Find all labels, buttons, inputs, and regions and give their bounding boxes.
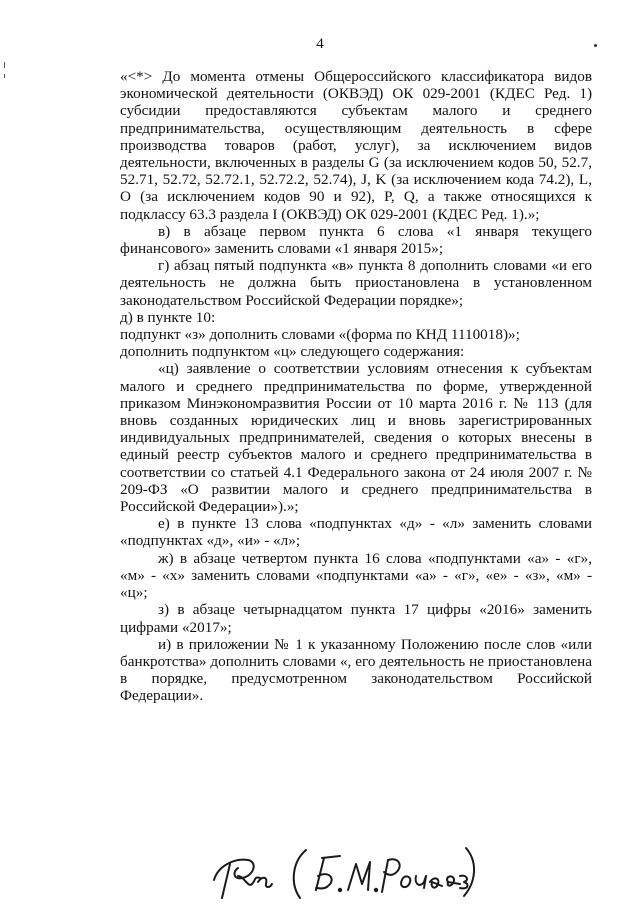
paragraph-i: и) в приложении № 1 к указанному Положению после слов «или банкротства» дополнить словами «, его деятельность не приостановлена в порядке, предусмотренном законодательством Российской Федерации». xyxy=(120,635,592,705)
paragraph-zh: ж) в абзаце четвертом пункта 16 слова «подпунктами «а» - «г», «м» - «х» заменить словами «подпунктами «а» - «г», «е» - «з», «м» - «ц»; xyxy=(120,549,592,602)
paragraph-e: е) в пункте 13 слова «подпунктах «д» - «л» заменить словами «подпунктах «д», «и» - «л»; xyxy=(120,515,592,550)
paragraph-d-add: дополнить подпунктом «ц» следующего содержания: xyxy=(120,343,465,361)
paragraph-g: г) абзац пятый подпункта «в» пункта 8 дополнить словами «и его деятельность не должна быть приостановлена в установленном законодательством Российской Федерации порядке»; xyxy=(120,257,592,309)
paragraph-d-z: подпункт «з» дополнить словами «(форма по КНД 1110018)»; xyxy=(120,326,520,344)
paragraph-footnote: «<*> До момента отмены Общероссийского классификатора видов экономической деятельности (ОКВЭД) ОК 029-2001 (КДЕС Ред. 1) субсидии предоставляются субъектам малого и среднего предпринимательства, осуществляющим деятельность в сфере производства товаров (работ, услуг), за исключением видов деятельности, включенных в разделы G (за исключением кодов 50, 52.7, 52.71, 52.72, 52.72.1, 52.72.2, 52.74), J, K (за исключением кода 74.2), L, O (за исключением кодов 90 и 92), P, Q, а также относящихся к подклассу 63.3 раздела I (ОКВЭД) ОК 029-2001 (КДЕС Ред. 1).»; xyxy=(120,68,592,223)
paragraph-v: в) в абзаце первом пункта 6 слова «1 января текущего финансового» заменить словами «1 января 2015»; xyxy=(120,222,592,258)
corner-dot xyxy=(594,44,597,47)
paragraph-z: з) в абзаце четырнадцатом пункта 17 цифры «2016» заменить цифрами «2017»; xyxy=(120,601,592,636)
handwritten-signature xyxy=(208,836,478,906)
paragraph-d: д) в пункте 10: xyxy=(120,308,216,326)
signature-drawing xyxy=(208,836,478,906)
margin-mark xyxy=(4,74,5,78)
document-body xyxy=(120,68,592,705)
page-number: 4 xyxy=(316,36,324,52)
paragraph-ts: «ц) заявление о соответствии условиям отнесения к субъектам малого и среднего предпринимательства по форме, утвержденной приказом Минэкономразвития России от 10 марта 2016 г. № 113 (для вновь созданных юридических лиц и вновь зарегистрированных индивидуальных предпринимателей, сведения о которых внесены в единый реестр субъектов малого и среднего предпринимательства в соответствии со статьей 4.1 Федерального закона от 24 июля 2007 г. № 209-ФЗ «О развитии малого и среднего предпринимательства в Российской Федерации»).»; xyxy=(120,360,592,516)
margin-mark xyxy=(4,62,5,68)
